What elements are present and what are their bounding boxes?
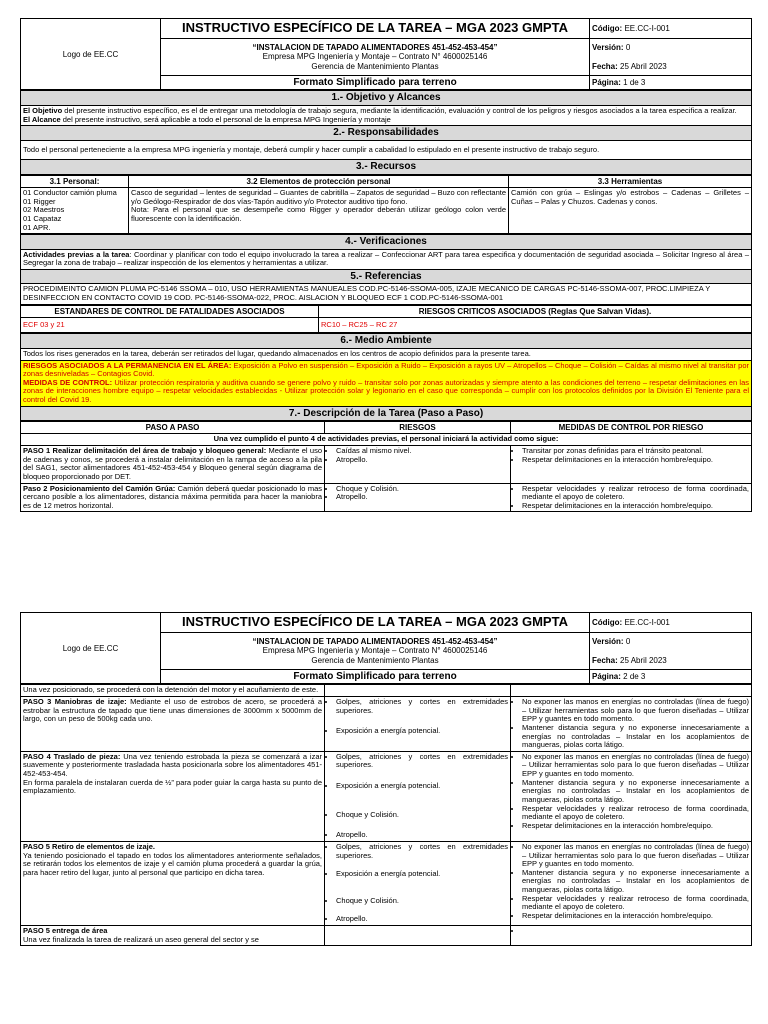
- step-controls: • No exponer las manos en energías no controladas (línea de fuego) – Utilizar herramientas solo para lo que fueron diseñadas – Utilizar EPP y guantes en todo momento. • Mantener distancia segura y no exponerse innecesariamente a energías no controladas – Instalar en los acoplamientos de mangueras, piolas corta látigo. • Respetar velocidades y realizar retroceso de forma coordinada, mediante el apoyo de coletero. • Respetar delimitaciones en la interacción hombre/equipo.: [511, 841, 752, 925]
- step-risks: • Golpes, atriciones y cortes en extremidades superiores. • Exposición a energía potencial.: [325, 697, 511, 752]
- document-header: [20, 18, 752, 90]
- column-header: ESTANDARES DE CONTROL DE FATALIDADES ASOCIADOS: [21, 305, 319, 317]
- step-description: Paso 2 Posicionamiento del Camión Grúa: Camión deberá quedar posicionado lo mas cercano posible a los alimentadores, distancia máxima permitida para hacer la maniobra es de 12 metros horizontal.: [21, 483, 325, 512]
- table-row: [21, 446, 752, 484]
- resources-table: [20, 175, 752, 234]
- column-header: 3.2 Elementos de protección personal: [129, 175, 509, 187]
- section-title: 5.- Referencias: [21, 269, 752, 284]
- table-row: [21, 841, 752, 925]
- table-row: [21, 685, 752, 697]
- document-header: [20, 612, 752, 684]
- column-header: PASO A PASO: [21, 422, 325, 434]
- contractor-logo-placeholder: Logo de EE.CC: [21, 19, 161, 90]
- step-controls: • No exponer las manos en energías no controladas (línea de fuego) – Utilizar herramientas solo para lo que fueron diseñadas – Utilizar EPP y guantes en todo momento. • Mantener distancia segura y no exponerse innecesariamente a energías no controladas – Instalar en los acoplamientos de mangueras, piolas corta látigo.: [511, 697, 752, 752]
- fatality-standards-table: [20, 305, 752, 334]
- section-body: El Objetivo del presente instructivo específico, es el de entregar una metodología de trabajo segura, mediante la identificación, evaluación y control de los peligros y riesgos asociados a la tarea especifica a realizar. El Alcance del presente instructivo, será aplicable a todo el personal de la empresa MPG Ingeniería y montaje: [21, 105, 752, 125]
- section-environment: [20, 333, 752, 421]
- step-controls: [511, 685, 752, 697]
- section-title: 2.- Responsabilidades: [21, 126, 752, 141]
- page-2: [20, 612, 752, 946]
- task-steps-table-continued: [20, 684, 752, 946]
- document-subtitle: “INSTALACION DE TAPADO ALIMENTADORES 451-452-453-454” Empresa MPG Ingeniería y Montaje – Contrato N° 4600025146 Gerencia de Mantenimiento Plantas: [161, 632, 590, 669]
- step-risks: [325, 685, 511, 697]
- critical-risks-value: RC10 – RC25 – RC 27: [319, 317, 752, 333]
- step-risks: • Golpes, atriciones y cortes en extremidades superiores. • Exposición a energía potencial. • Choque y Colisión. • Atropello.: [325, 751, 511, 841]
- page-number: Página: 1 de 3: [590, 75, 752, 90]
- step-controls: • Transitar por zonas definidas para el tránsito peatonal. • Respetar delimitaciones en la interacción hombre/equipo.: [511, 446, 752, 484]
- format-label: Formato Simplificado para terreno: [161, 669, 590, 684]
- step-description: Una vez posicionado, se procederá con la detención del motor y el acuñamiento de este.: [21, 685, 325, 697]
- step-description: PASO 1 Realizar delimitación del área de trabajo y bloqueo general: Mediante el uso de cadenas y conos, se procederá a instalar delimitación en la rampa de acceso a la pila del SAG1, sector alimentadores 451-452-453-454 y Bloqueo general según diagrama de bloqueo proporcionado por DET.: [21, 446, 325, 484]
- table-row: [21, 483, 752, 512]
- highlighted-risk-box: RIESGOS ASOCIADOS A LA PERMANENCIA EN EL ÁREA: Exposición a Polvo en suspensión – Exposición a Ruido – Exposición a rayos UV – Atropellos – Choque – Colisión – Caídas al mismo nivel al transitar por zonas desniveladas – Contagios Covid. MEDIDAS DE CONTROL: Utilizar protección respiratoria y auditiva cuando se genere polvo y ruido – transitar solo por zonas autorizadas y siempre atento a las condiciones del terreno – respetar delimitaciones en las zonas de interacciones hombre equipo – respetar velocidades establecidas - Utilizar protección solar y legionario en el caso que corresponda – cumplir con los protocolos definidos por la División El Teniente para el control del Covid 19.: [21, 360, 752, 406]
- column-header: RIESGOS: [325, 422, 511, 434]
- table-row: [21, 926, 752, 946]
- table-row: [21, 751, 752, 841]
- contractor-logo-placeholder: Logo de EE.CC: [21, 613, 161, 684]
- section-body: Actividades previas a la tarea: Coordinar y planificar con todo el equipo involucrado la tarea a realizar – Confeccionar ART para tarea especifica y documentación de seguridad asociada – Solicitar Ingreso al área – Segregar la zona de trabajo – realizar inspección de los elementos y herramientas a utilizar.: [21, 249, 752, 269]
- ppe-list: Casco de seguridad – lentes de seguridad – Guantes de cabritilla – Zapatos de seguridad – Buzo con reflectante y/o Geólogo-Respirador de dos vías-Tapón auditivo y/o Protector auditivo tipo fono. Nota: Para el personal que se desempeñe como Rigger y operador deberán utilizar geólogo colon verde fluorescente con la identificación.: [129, 188, 509, 234]
- section-verifications: [20, 234, 752, 305]
- steps-intro: Una vez cumplido el punto 4 de actividades previas, el personal iniciará la actividad como sigue:: [21, 434, 752, 446]
- section-body: Todos los rises generados en la tarea, deberán ser retirados del lugar, quedando almacenados en los centros de acopio definidos para la presente tarea.: [21, 348, 752, 360]
- step-controls: [511, 926, 752, 946]
- column-header: 3.3 Herramientas: [509, 175, 752, 187]
- code-field: Código: EE.CC-I-001: [590, 19, 752, 39]
- page-1: [20, 18, 752, 512]
- step-description: PASO 4 Traslado de pieza: Una vez teniendo estrobada la pieza se comenzará a izar suavemente y posteriormente trasladada hasta posicionarla sobre los alimentadores 451-452-453-454. En forma paralela de instalaran cuerda de ½” para poder guiar la carga hasta su punto de emplazamiento.: [21, 751, 325, 841]
- column-header: 3.1 Personal:: [21, 175, 129, 187]
- document-title: INSTRUCTIVO ESPECÍFICO DE LA TAREA – MGA 2023 GMPTA: [161, 613, 590, 633]
- step-description: PASO 5 entrega de área Una vez finalizada la tarea de realizará un aseo general del sector y se: [21, 926, 325, 946]
- tools-list: Camión con grúa – Eslingas y/o estrobos – Cadenas – Grilletes – Cuñas – Palas y Chuzos. Cadenas y conos.: [509, 188, 752, 234]
- section-body: Todo el personal perteneciente a la empresa MPG ingeniería y montaje, deberá cumplir y hacer cumplir a cabalidad lo estipulado en el presente instructivo de trabajo seguro.: [21, 140, 752, 160]
- step-description: PASO 5 Retiro de elementos de izaje. Ya teniendo posicionado el tapado en todos los alimentadores anteriormente señalados, se retirarán todos los elementos de izaje y el camión pluma procederá a guardar la grúa, para hacer retiro del lugar, junto al personal que participo en dicha tarea.: [21, 841, 325, 925]
- section-title: 6.- Medio Ambiente: [21, 334, 752, 349]
- step-risks: • Caídas al mismo nivel. • Atropello.: [325, 446, 511, 484]
- table-row: [21, 697, 752, 752]
- document-subtitle: “INSTALACION DE TAPADO ALIMENTADORES 451-452-453-454” Empresa MPG Ingeniería y Montaje – Contrato N° 4600025146 Gerencia de Mantenimiento Plantas: [161, 38, 590, 75]
- code-field: Código: EE.CC-I-001: [590, 613, 752, 633]
- step-description: PASO 3 Maniobras de izaje: Mediante el uso de estrobos de acero, se procederá a estrobar la estructura de tapado que tiene unas dimensiones de 3000mm x 5000mm de largo, con un peso de 500kg cada uno.: [21, 697, 325, 752]
- column-header: RIESGOS CRITICOS ASOCIADOS (Reglas Que Salvan Vidas).: [319, 305, 752, 317]
- step-risks: [325, 926, 511, 946]
- document-title: INSTRUCTIVO ESPECÍFICO DE LA TAREA – MGA 2023 GMPTA: [161, 19, 590, 39]
- section-title: 1.- Objetivo y Alcances: [21, 91, 752, 106]
- task-steps-table: [20, 421, 752, 512]
- ecf-value: ECF 03 y 21: [21, 317, 319, 333]
- version-date-field: Versión: 0 Fecha: 25 Abril 2023: [590, 38, 752, 75]
- step-risks: • Golpes, atriciones y cortes en extremidades superiores. • Exposición a energía potencial. • Choque y Colisión. • Atropello.: [325, 841, 511, 925]
- step-risks: • Choque y Colisión. • Atropello.: [325, 483, 511, 512]
- section-objective: [20, 90, 752, 174]
- page-number: Página: 2 de 3: [590, 669, 752, 684]
- personnel-list: 01 Conductor camión pluma 01 Rigger 02 Maestros 01 Capataz 01 APR.: [21, 188, 129, 234]
- version-date-field: Versión: 0 Fecha: 25 Abril 2023: [590, 632, 752, 669]
- format-label: Formato Simplificado para terreno: [161, 75, 590, 90]
- column-header: MEDIDAS DE CONTROL POR RIESGO: [511, 422, 752, 434]
- section-title: 3.- Recursos: [21, 160, 752, 175]
- section-title: 7.- Descripción de la Tarea (Paso a Paso): [21, 406, 752, 421]
- step-controls: • No exponer las manos en energías no controladas (línea de fuego) – Utilizar herramientas solo para lo que fueron diseñadas – Utilizar EPP y guantes en todo momento. • Mantener distancia segura y no exponerse innecesariamente a energías no controladas – Instalar en los acoplamientos de mangueras, piolas corta látigo. • Respetar velocidades y realizar retroceso de forma coordinada, mediante el apoyo de coletero. • Respetar delimitaciones en la interacción hombre/equipo.: [511, 751, 752, 841]
- references-body: PROCEDIMEINTO CAMION PLUMA PC-5146 SSOMA – 010, USO HERRAMIENTAS MANUEALES COD.PC-5146-SSOMA-005, IZAJE MECANICO DE CARGAS PC-5146-SSOMA-007, PROC.LIMPIEZA Y DESINFECCION EN CONTACTO COVID 19 COD. PC-5146-SSOMA-022, PROC. AISLACION Y BLOQUEO ECF 1 COD.PC-5146-SSOMA-001: [21, 284, 752, 304]
- step-controls: • Respetar velocidades y realizar retroceso de forma coordinada, mediante el apoyo de coletero. • Respetar delimitaciones en la interacción hombre/equipo.: [511, 483, 752, 512]
- section-title: 4.- Verificaciones: [21, 235, 752, 250]
